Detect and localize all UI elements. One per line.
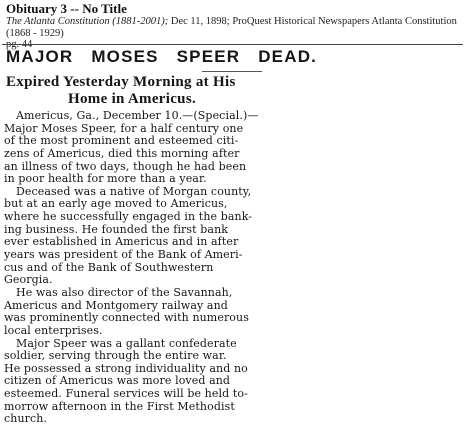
body-line: He possessed a strong individuality and no [4,361,248,375]
article-body [4,110,462,426]
body-line: esteemed. Funeral services will be held to- [4,387,248,401]
body-line: where he successfully engaged in the bank- [4,210,253,224]
body-line: years was president of the Bank of Ameri- [4,248,243,262]
body-line: Georgia. [4,273,53,287]
body-line: an illness of two days, though he had been [4,159,247,173]
body-line: soldier, serving through the entire war. [4,349,227,363]
body-line: zens of Americus, died this morning after [4,146,240,160]
body-line: of the most prominent and esteemed citi- [4,134,239,148]
body-line: ing business. He founded the first bank [4,222,229,236]
body-line: He was also director of the Savannah, [16,285,233,299]
subhead-line-1: Expired Yesterday Morning at His [6,74,236,90]
citation-details: Dec 11, 1898; ProQuest Historical Newspapers Atlanta Constitution (1868 - 1929) [6,16,457,39]
body-line: cus and of the Bank of Southwestern [4,260,214,274]
newspaper-clipping [2,44,463,432]
body-line: Americus and Montgomery railway and [4,298,228,312]
body-line: morrow afternoon in the First Methodist [4,399,235,413]
body-line: Americus, Ga., December 10.—(Special.)— [16,109,259,122]
body-line: ever established in Americus and in after [4,235,239,249]
page-number: pg. 44 [6,39,33,50]
article-headline: MAJOR MOSES SPEER DEAD. [6,47,318,66]
publication-name: The Atlanta Constitution (1881-2001); [6,16,169,27]
body-line: Deceased was a native of Morgan county, [16,184,252,198]
body-line: but at an early age moved to Americus, [4,197,228,211]
body-line: citizen of Americus was more loved and [4,374,231,388]
body-line: Major Speer was a gallant confederate [16,336,237,350]
body-line: was prominently connected with numerous [4,311,249,325]
body-line: Major Moses Speer, for a half century one [4,121,244,135]
document-title: Obituary 3 -- No Title [6,1,127,16]
top-rule [2,44,463,45]
body-line: church. [4,412,48,426]
subhead-line-2: Home in Americus. [68,91,197,107]
headline-divider [202,71,262,72]
body-line: local enterprises. [4,323,103,337]
citation-source [6,16,464,39]
body-line: in poor health for more than a year. [4,172,207,186]
